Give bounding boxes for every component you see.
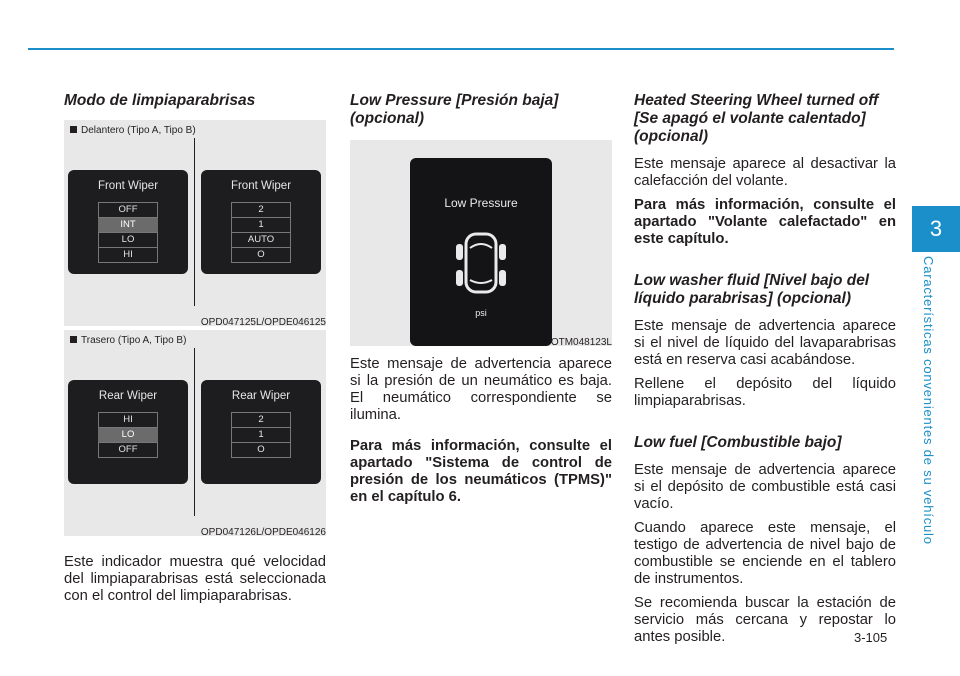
wiper-options [98, 202, 158, 263]
wiper-option: 1 [231, 427, 291, 442]
low-pressure-note: Para más información, consulte el apartado "Sistema de control de presión de los neumáticos (TPMS)" en el capítulo 6. [350, 438, 612, 505]
figure-code: OPD047126L/OPDE046126 [200, 527, 326, 538]
square-bullet-icon [70, 336, 77, 343]
figure-rear-wiper [64, 330, 326, 536]
column-1 [64, 92, 326, 612]
low-fuel-body-2: Cuando aparece este mensaje, el testigo de advertencia de nivel bajo de combustible se enciende en el tablero de instrumentos. [634, 520, 896, 587]
wiper-option: INT [98, 217, 158, 232]
wiper-option: HI [98, 412, 158, 427]
low-fuel-body-3: Se recomienda buscar la estación de servicio más cercana y repostar lo antes posible. [634, 595, 896, 645]
figure-divider [194, 348, 195, 516]
figure-caption-text: Delantero (Tipo A, Tipo B) [81, 125, 196, 136]
panel-title: Front Wiper [230, 180, 292, 192]
wiper-option: O [231, 247, 291, 263]
square-bullet-icon [70, 126, 77, 133]
wiper-option: 1 [231, 217, 291, 232]
wiper-mode-body: Este indicador muestra qué velocidad del limpiaparabrisas está seleccionada con el control del limpiaparabrisas. [64, 554, 326, 604]
heated-wheel-note: Para más información, consulte el apartado "Volante calefactado" en este capítulo. [634, 197, 896, 247]
wiper-option: LO [98, 232, 158, 247]
wiper-option: O [231, 442, 291, 458]
column-2 [350, 92, 612, 513]
panel-title: Rear Wiper [98, 390, 158, 402]
chapter-tab [912, 206, 960, 252]
chapter-number: 3 [929, 216, 943, 241]
wiper-options [98, 412, 158, 458]
low-fuel-body: Este mensaje de advertencia aparece si el depósito de combustible está casi vacío. [634, 462, 896, 512]
figure-front-wiper [64, 120, 326, 326]
washer-fluid-body-2: Rellene el depósito del líquido limpiaparabrisas. [634, 376, 896, 409]
front-wiper-panel-b [201, 170, 321, 274]
panel-title: Rear Wiper [231, 390, 291, 402]
rear-wiper-panel-b [201, 380, 321, 484]
column-3 [634, 92, 896, 653]
section-heading-low-fuel: Low fuel [Combustible bajo] [634, 434, 842, 451]
washer-fluid-body: Este mensaje de advertencia aparece si el nivel de líquido del lavaparabrisas está en reserva casi acabándose. [634, 318, 896, 368]
low-pressure-title: Low Pressure [444, 196, 518, 210]
figure-code: OTM048123L [550, 337, 612, 348]
wiper-option: HI [98, 247, 158, 263]
figure-divider [194, 138, 195, 306]
low-pressure-body: Este mensaje de advertencia aparece si la presión de un neumático es baja. El neumático correspondiente se ilumina. [350, 356, 612, 423]
chapter-title: Características convenientes de su vehículo [921, 256, 936, 545]
wiper-option: 2 [231, 202, 291, 217]
pressure-unit: psi [475, 308, 487, 318]
wiper-options [231, 202, 291, 263]
section-heading-wiper-mode: Modo de limpiaparabrisas [64, 92, 256, 109]
wiper-option: 2 [231, 412, 291, 427]
section-heading-heated-wheel: Heated Steering Wheel turned off [Se apagó el volante calentado] (opcional) [634, 92, 879, 145]
figure-code: OPD047125L/OPDE046125 [200, 317, 326, 328]
low-pressure-display [410, 158, 552, 346]
section-heading-low-pressure: Low Pressure [Presión baja] (opcional) [350, 92, 559, 127]
section-heading-washer-fluid: Low washer fluid [Nivel bajo del líquido parabrisas] (opcional) [634, 272, 870, 307]
figure-caption [70, 335, 186, 346]
top-rule [28, 48, 894, 50]
figure-low-pressure [350, 140, 612, 346]
figure-caption-text: Trasero (Tipo A, Tipo B) [81, 335, 187, 346]
panel-title: Front Wiper [97, 180, 159, 192]
wiper-options [231, 412, 291, 458]
wiper-option: OFF [98, 202, 158, 217]
wiper-option: OFF [98, 442, 158, 458]
figure-caption [70, 125, 196, 136]
heated-wheel-body: Este mensaje aparece al desactivar la calefacción del volante. [634, 156, 896, 189]
front-wiper-panel-a [68, 170, 188, 274]
page-number: 3-105 [854, 630, 888, 645]
rear-wiper-panel-a [68, 380, 188, 484]
wiper-option: AUTO [231, 232, 291, 247]
wiper-option: LO [98, 427, 158, 442]
